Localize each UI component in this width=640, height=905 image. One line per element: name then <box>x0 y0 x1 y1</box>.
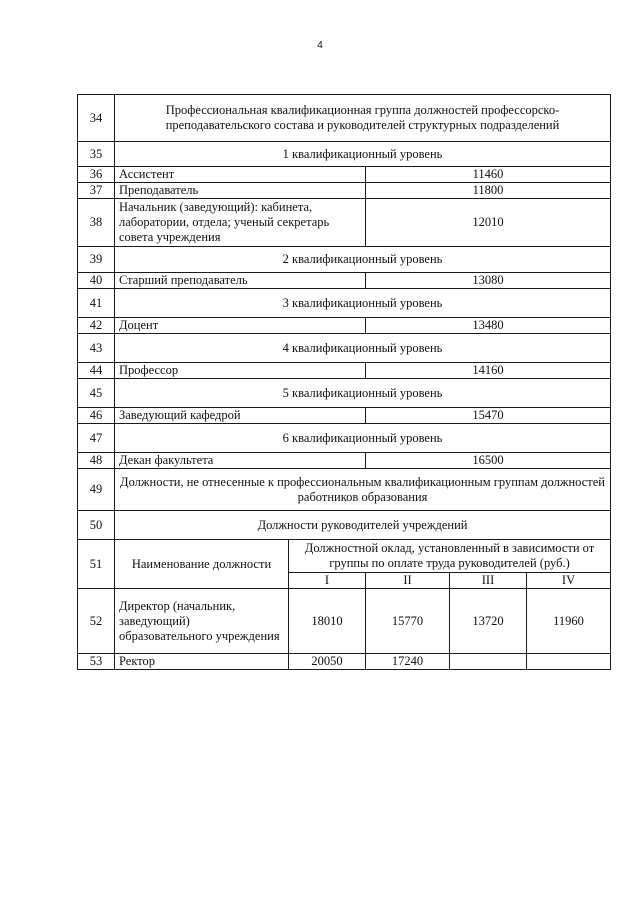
table-row <box>78 453 611 469</box>
row-number: 44 <box>78 363 115 379</box>
row-number: 39 <box>78 247 115 273</box>
section-heading: Должности руководителей учреждений <box>115 511 611 540</box>
table-row <box>78 408 611 424</box>
salary-value: 11460 <box>366 167 611 183</box>
table-row <box>78 199 611 247</box>
row-number: 53 <box>78 654 115 670</box>
salary-value: 13480 <box>366 318 611 334</box>
salary-value: 11960 <box>527 589 611 654</box>
table-row <box>78 289 611 318</box>
table-row <box>78 273 611 289</box>
salary-value: 17240 <box>366 654 450 670</box>
position-name: Ассистент <box>115 167 366 183</box>
salary-value: 13080 <box>366 273 611 289</box>
table-header-row <box>78 540 611 573</box>
table-row <box>78 95 611 142</box>
table-row <box>78 511 611 540</box>
salary-value: 12010 <box>366 199 611 247</box>
position-name: Декан факультета <box>115 453 366 469</box>
level-heading: 5 квалификационный уровень <box>115 379 611 408</box>
group-label: III <box>450 573 527 589</box>
position-name: Начальник (заведующий): кабинета, лаборатории, отдела; ученый секретарь совета учреждения <box>115 199 366 247</box>
position-name: Директор (начальник, заведующий) образовательного учреждения <box>115 589 289 654</box>
row-number: 51 <box>78 540 115 589</box>
row-number: 38 <box>78 199 115 247</box>
position-name: Профессор <box>115 363 366 379</box>
salary-table <box>77 94 611 670</box>
level-heading: 2 квалификационный уровень <box>115 247 611 273</box>
row-number: 47 <box>78 424 115 453</box>
table-row <box>78 318 611 334</box>
table-row <box>78 469 611 511</box>
group-label: I <box>289 573 366 589</box>
row-number: 41 <box>78 289 115 318</box>
position-name: Ректор <box>115 654 289 670</box>
salary-value <box>527 654 611 670</box>
table-row <box>78 363 611 379</box>
row-number: 42 <box>78 318 115 334</box>
group-heading: Профессиональная квалификационная группа должностей профессорско-преподавательского состава и руководителей структурных подразделений <box>115 95 611 142</box>
row-number: 43 <box>78 334 115 363</box>
salary-value: 14160 <box>366 363 611 379</box>
salary-value: 13720 <box>450 589 527 654</box>
group-label: IV <box>527 573 611 589</box>
row-number: 52 <box>78 589 115 654</box>
table-row <box>78 247 611 273</box>
salary-value: 11800 <box>366 183 611 199</box>
row-number: 50 <box>78 511 115 540</box>
salary-value <box>450 654 527 670</box>
salary-header: Должностной оклад, установленный в зависимости от группы по оплате труда руководителей (руб.) <box>289 540 611 573</box>
row-number: 37 <box>78 183 115 199</box>
table-row <box>78 654 611 670</box>
level-heading: 4 квалификационный уровень <box>115 334 611 363</box>
position-name: Преподаватель <box>115 183 366 199</box>
level-heading: 6 квалификационный уровень <box>115 424 611 453</box>
level-heading: 1 квалификационный уровень <box>115 142 611 167</box>
group-heading: Должности, не отнесенные к профессиональным квалификационным группам должностей работников образования <box>115 469 611 511</box>
row-number: 35 <box>78 142 115 167</box>
table-row <box>78 379 611 408</box>
group-label: II <box>366 573 450 589</box>
table-row <box>78 334 611 363</box>
position-name: Старший преподаватель <box>115 273 366 289</box>
salary-value: 15770 <box>366 589 450 654</box>
salary-value: 15470 <box>366 408 611 424</box>
page-number: 4 <box>317 40 323 51</box>
position-name: Заведующий кафедрой <box>115 408 366 424</box>
position-name-header: Наименование должности <box>115 540 289 589</box>
table-row <box>78 142 611 167</box>
row-number: 45 <box>78 379 115 408</box>
table-row <box>78 589 611 654</box>
row-number: 48 <box>78 453 115 469</box>
row-number: 40 <box>78 273 115 289</box>
table-row <box>78 167 611 183</box>
table-row <box>78 183 611 199</box>
row-number: 46 <box>78 408 115 424</box>
salary-value: 18010 <box>289 589 366 654</box>
position-name: Доцент <box>115 318 366 334</box>
row-number: 49 <box>78 469 115 511</box>
row-number: 34 <box>78 95 115 142</box>
salary-value: 16500 <box>366 453 611 469</box>
salary-value: 20050 <box>289 654 366 670</box>
row-number: 36 <box>78 167 115 183</box>
level-heading: 3 квалификационный уровень <box>115 289 611 318</box>
table-row <box>78 424 611 453</box>
